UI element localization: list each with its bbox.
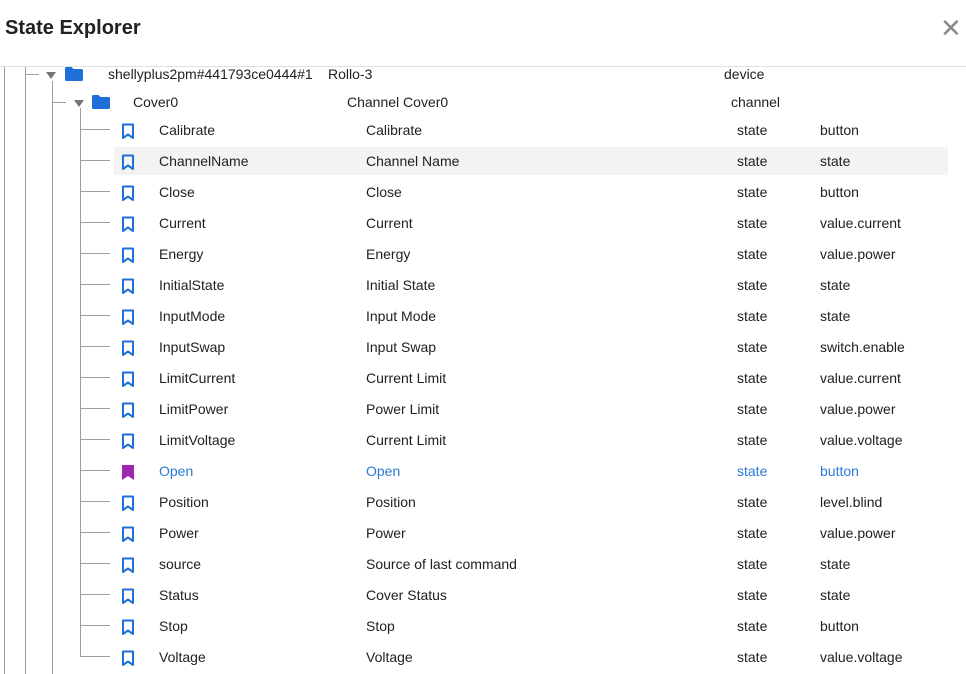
folder-icon bbox=[92, 95, 110, 109]
state-role: button bbox=[820, 184, 859, 200]
device-type: device bbox=[724, 66, 765, 82]
tree-guide-line bbox=[80, 408, 110, 409]
state-type: state bbox=[737, 587, 768, 603]
state-name: Cover Status bbox=[366, 587, 447, 603]
state-type: state bbox=[737, 401, 768, 417]
state-type: state bbox=[737, 277, 768, 293]
state-id: Status bbox=[159, 587, 199, 603]
tree-guide-line bbox=[80, 563, 110, 564]
bookmark-icon bbox=[121, 433, 135, 450]
state-name: Input Mode bbox=[366, 308, 437, 324]
state-name: Source of last command bbox=[366, 556, 517, 572]
tree-guide-line bbox=[80, 594, 110, 595]
state-type: state bbox=[737, 618, 768, 634]
state-name: Current Limit bbox=[366, 432, 447, 448]
state-id: LimitCurrent bbox=[159, 370, 236, 386]
state-row[interactable] bbox=[0, 581, 966, 612]
tree-guide-line bbox=[80, 377, 110, 378]
state-row[interactable] bbox=[0, 488, 966, 519]
state-name: Stop bbox=[366, 618, 395, 634]
state-role: value.power bbox=[820, 246, 896, 262]
state-id: Power bbox=[159, 525, 199, 541]
bookmark-icon bbox=[121, 588, 135, 605]
tree-guide-line bbox=[80, 253, 110, 254]
state-id: LimitVoltage bbox=[159, 432, 236, 448]
tree-guide-line bbox=[80, 315, 110, 316]
state-name: Channel Name bbox=[366, 153, 460, 169]
state-type: state bbox=[737, 525, 768, 541]
state-type: state bbox=[737, 153, 768, 169]
state-type: state bbox=[737, 122, 768, 138]
tree-guide-line bbox=[80, 222, 110, 223]
tree-guide-line bbox=[80, 346, 110, 347]
state-role: button bbox=[820, 618, 859, 634]
state-name: Power Limit bbox=[366, 401, 440, 417]
state-type: state bbox=[737, 308, 768, 324]
state-role: value.voltage bbox=[820, 432, 903, 448]
state-role: state bbox=[820, 153, 851, 169]
state-type: state bbox=[737, 215, 768, 231]
state-type: state bbox=[737, 432, 768, 448]
channel-id: Cover0 bbox=[133, 94, 179, 110]
state-type: state bbox=[737, 494, 768, 510]
channel-type: channel bbox=[731, 94, 781, 110]
state-row[interactable] bbox=[0, 457, 966, 488]
state-role: level.blind bbox=[820, 494, 883, 510]
state-row[interactable] bbox=[0, 302, 966, 333]
tree-guide-line bbox=[80, 284, 110, 285]
state-row[interactable] bbox=[0, 333, 966, 364]
expand-arrow-icon[interactable] bbox=[74, 100, 84, 107]
state-tree bbox=[0, 67, 966, 674]
state-type: state bbox=[737, 339, 768, 355]
state-row[interactable] bbox=[0, 519, 966, 550]
state-type: state bbox=[737, 370, 768, 386]
state-type: state bbox=[737, 463, 768, 479]
state-name: Voltage bbox=[366, 649, 413, 665]
tree-guide-line bbox=[80, 625, 110, 626]
state-id: Position bbox=[159, 494, 209, 510]
state-role: state bbox=[820, 308, 851, 324]
state-id: InputMode bbox=[159, 308, 226, 324]
bookmark-icon bbox=[121, 371, 135, 388]
state-name: Calibrate bbox=[366, 122, 423, 138]
state-id: Calibrate bbox=[159, 122, 216, 138]
state-row[interactable] bbox=[0, 364, 966, 395]
state-role: switch.enable bbox=[820, 339, 905, 355]
bookmark-icon bbox=[121, 340, 135, 357]
state-id: ChannelName bbox=[159, 153, 249, 169]
state-row[interactable] bbox=[0, 240, 966, 271]
state-id: InitialState bbox=[159, 277, 225, 293]
tree-guide-line bbox=[80, 532, 110, 533]
state-row[interactable] bbox=[0, 550, 966, 581]
bookmark-icon bbox=[121, 619, 135, 636]
state-row[interactable] bbox=[0, 395, 966, 426]
state-name: Input Swap bbox=[366, 339, 437, 355]
bookmark-icon bbox=[121, 185, 135, 202]
state-id: source bbox=[159, 556, 202, 572]
state-role: value.power bbox=[820, 401, 896, 417]
channel-name: Channel Cover0 bbox=[347, 94, 449, 110]
state-id: Voltage bbox=[159, 649, 206, 665]
tree-guide-line bbox=[80, 470, 110, 471]
close-icon[interactable]: ✕ bbox=[940, 13, 962, 43]
tree-guide-line bbox=[80, 191, 110, 192]
tree-guide-line bbox=[80, 501, 110, 502]
device-id: shellyplus2pm#441793ce0444#1 bbox=[108, 66, 313, 82]
state-type: state bbox=[737, 184, 768, 200]
bookmark-icon bbox=[121, 402, 135, 419]
state-name: Initial State bbox=[366, 277, 436, 293]
bookmark-icon bbox=[121, 526, 135, 543]
state-id: Close bbox=[159, 184, 195, 200]
state-name: Close bbox=[366, 184, 402, 200]
state-role: value.voltage bbox=[820, 649, 903, 665]
dialog-header bbox=[0, 0, 966, 67]
state-id: Stop bbox=[159, 618, 188, 634]
state-name: Current Limit bbox=[366, 370, 447, 386]
bookmark-filled-icon bbox=[121, 464, 135, 481]
tree-guide-line bbox=[80, 160, 110, 161]
bookmark-icon bbox=[121, 557, 135, 574]
expand-arrow-icon[interactable] bbox=[46, 72, 56, 79]
state-role: state bbox=[820, 277, 851, 293]
tree-guide-line bbox=[80, 439, 110, 440]
state-name: Power bbox=[366, 525, 406, 541]
state-id: Energy bbox=[159, 246, 204, 262]
state-name: Current bbox=[366, 215, 413, 231]
bookmark-icon bbox=[121, 123, 135, 140]
tree-guide-line bbox=[80, 656, 110, 657]
state-name: Energy bbox=[366, 246, 411, 262]
state-type: state bbox=[737, 649, 768, 665]
state-row[interactable] bbox=[0, 643, 966, 674]
state-role: value.current bbox=[820, 370, 901, 386]
tree-guide-line bbox=[80, 129, 110, 130]
state-row[interactable] bbox=[0, 271, 966, 302]
state-row[interactable] bbox=[0, 209, 966, 240]
bookmark-icon bbox=[121, 650, 135, 667]
bookmark-icon bbox=[121, 495, 135, 512]
bookmark-icon bbox=[121, 154, 135, 171]
bookmark-icon bbox=[121, 278, 135, 295]
dialog-title: State Explorer bbox=[5, 17, 141, 39]
state-row[interactable] bbox=[0, 147, 966, 178]
state-name: Position bbox=[366, 494, 416, 510]
state-name: Open bbox=[366, 463, 401, 479]
state-row[interactable] bbox=[0, 426, 966, 457]
state-role: value.power bbox=[820, 525, 896, 541]
bookmark-icon bbox=[121, 216, 135, 233]
state-role: value.current bbox=[820, 215, 901, 231]
device-name: Rollo-3 bbox=[328, 66, 373, 82]
state-type: state bbox=[737, 556, 768, 572]
state-id: LimitPower bbox=[159, 401, 229, 417]
state-row[interactable] bbox=[0, 612, 966, 643]
state-role: button bbox=[820, 122, 859, 138]
bookmark-icon bbox=[121, 247, 135, 264]
state-id: Open bbox=[159, 463, 194, 479]
state-role: state bbox=[820, 556, 851, 572]
state-id: InputSwap bbox=[159, 339, 226, 355]
state-row[interactable] bbox=[0, 178, 966, 209]
state-role: button bbox=[820, 463, 859, 479]
state-role: state bbox=[820, 587, 851, 603]
state-id: Current bbox=[159, 215, 206, 231]
state-type: state bbox=[737, 246, 768, 262]
bookmark-icon bbox=[121, 309, 135, 326]
state-row[interactable] bbox=[0, 116, 966, 147]
folder-icon bbox=[65, 67, 83, 81]
